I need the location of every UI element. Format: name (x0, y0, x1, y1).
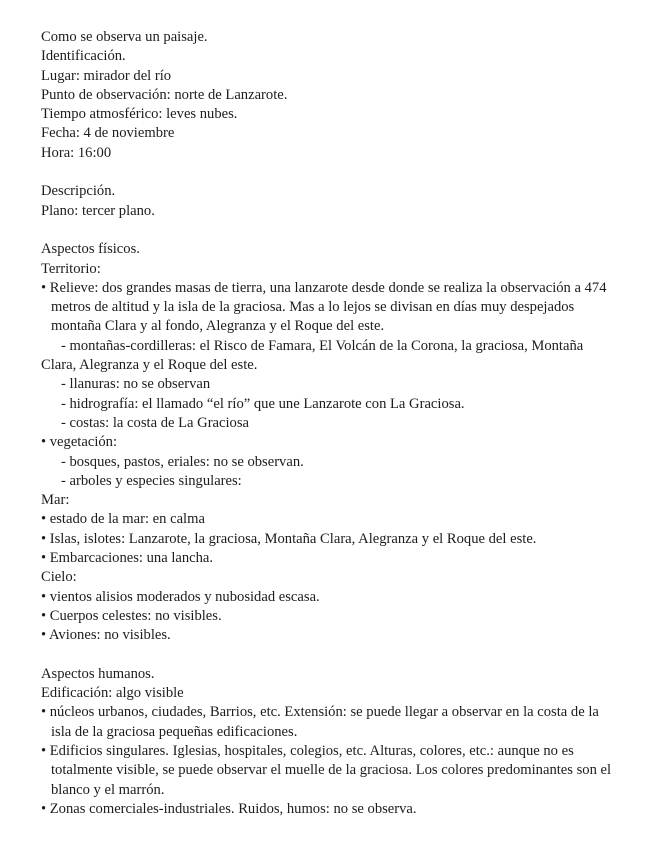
territorio-label: Territorio: (41, 260, 101, 277)
list-item-llanuras: - llanuras: no se observan (61, 376, 211, 393)
spacer-line (41, 221, 619, 240)
document-title-line: Como se observa un paisaje. (41, 29, 208, 45)
aspectos-humanos-heading: Aspectos humanos. (41, 665, 155, 682)
list-item-montanas-cordilleras: - montañas-cordilleras: el Risco de Famara, El Volcán de la Corona, la graciosa, Montaña Clara, Alegranza y el Roque del este. (41, 337, 587, 374)
list-item-zonas-comerciales: • Zonas comerciales-industriales. Ruidos, humos: no se observa. (41, 800, 417, 817)
list-item-vegetacion: • vegetación: (41, 434, 118, 451)
list-item-bosques: - bosques, pastos, eriales: no se observan. (61, 453, 304, 470)
list-item-edificios-singulares: • Edificios singulares. Iglesias, hospitales, colegios, etc. Alturas, colores, etc.: aunque no es totalmente visible, se puede observar el muelle de la graciosa. Los colores predominantes son el blanco y el marrón. (41, 742, 615, 798)
list-item-embarcaciones: • Embarcaciones: una lancha. (41, 550, 214, 567)
list-item-costas: - costas: la costa de La Graciosa (61, 414, 250, 431)
edificacion-label: Edificación: algo visible (41, 685, 184, 702)
spacer-line (41, 646, 619, 665)
list-item-nucleos-urbanos: • núcleos urbanos, ciudades, Barrios, etc. Extensión: se puede llegar a observar en la costa de la isla de la graciosa pequeñas edificaciones. (41, 704, 603, 740)
list-item-aviones: • Aviones: no visibles. (41, 627, 171, 644)
list-item-arboles: - arboles y especies singulares: (61, 472, 242, 489)
identificacion-heading: Identificación. (41, 48, 126, 65)
punto-observacion-line: Punto de observación: norte de Lanzarote. (41, 86, 288, 103)
list-item-vientos: • vientos alisios moderados y nubosidad escasa. (41, 588, 320, 605)
descripcion-heading: Descripción. (41, 183, 116, 200)
hora-line: Hora: 16:00 (41, 144, 112, 161)
document-text-body (41, 28, 619, 819)
plano-line: Plano: tercer plano. (41, 202, 155, 219)
list-item-cuerpos-celestes: • Cuerpos celestes: no visibles. (41, 607, 222, 624)
tiempo-atmosferico-line: Tiempo atmosférico: leves nubes. (41, 106, 238, 123)
list-item-relieve: • Relieve: dos grandes masas de tierra, una lanzarote desde donde se realiza la observación a 474 metros de altitud y la isla de la graciosa. Mas a lo lejos se divisan en días muy despejados montaña Clara y al fondo, Alegranza y el Roque del este. (41, 279, 611, 335)
mar-label: Mar: (41, 492, 70, 509)
cielo-label: Cielo: (41, 569, 77, 586)
fecha-line: Fecha: 4 de noviembre (41, 125, 175, 142)
list-item-islas-islotes: • Islas, islotes: Lanzarote, la graciosa, Montaña Clara, Alegranza y el Roque del este. (41, 530, 537, 547)
list-item-estado-mar: • estado de la mar: en calma (41, 511, 205, 528)
list-item-hidrografia: - hidrografía: el llamado “el río” que une Lanzarote con La Graciosa. (61, 395, 465, 412)
spacer-line (41, 163, 619, 182)
lugar-line: Lugar: mirador del río (41, 67, 172, 84)
aspectos-fisicos-heading: Aspectos físicos. (41, 241, 140, 258)
